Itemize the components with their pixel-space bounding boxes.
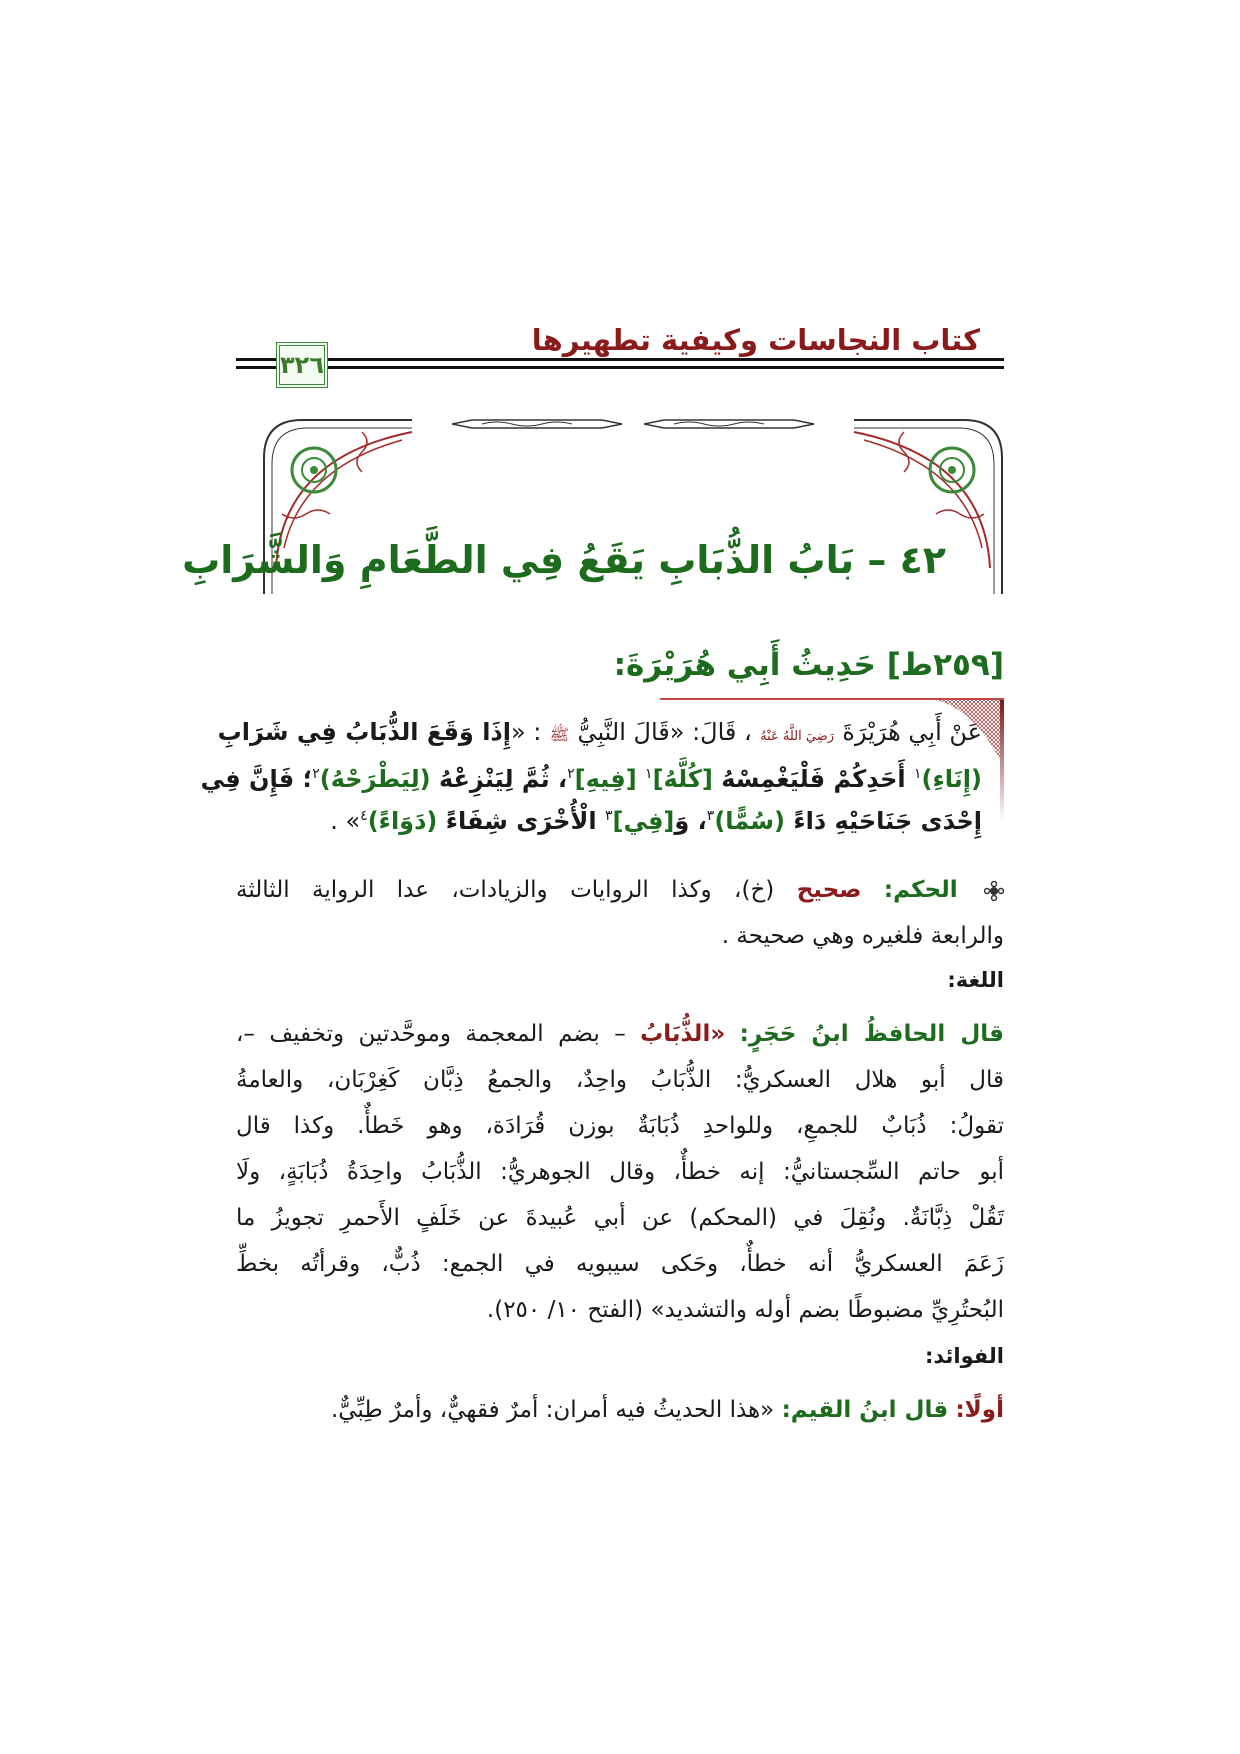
variant-reading: (إِنَاءِ) xyxy=(921,765,982,793)
ruling-verdict: صحيح xyxy=(796,877,862,903)
flower-bullet-icon xyxy=(984,881,1004,901)
language-line-5: تَقُلْ ذِبَّانَةٌ. ونُقِلَ في (المحكم) عن أبي عُبيدةَ عن خَلَفٍ الأَحمرِ تجويزُ ما xyxy=(236,1205,1004,1231)
speaker-name: قال الحافظُ ابنُ حَجَرٍ: xyxy=(739,1021,1004,1047)
hadith-text: إِحْدَى جَنَاحَيْهِ دَاءً xyxy=(793,807,982,835)
running-header-title: كتاب النجاسات وكيفية تطهيرها xyxy=(531,323,980,357)
honorific: ﷺ xyxy=(549,725,570,744)
variant-reading: [فِي] xyxy=(612,807,675,835)
hadith-text: ، ثُمَّ لِيَنْزِعْهُ xyxy=(438,765,568,793)
glossed-word: «الذُّبَابُ xyxy=(640,1021,726,1047)
hadith-text: : « xyxy=(510,718,542,746)
header-rule xyxy=(236,366,276,369)
footnote-marker: ٣ xyxy=(604,808,613,824)
ruling-line-1 xyxy=(236,868,1004,912)
ruling-line-2: والرابعة فلغيره وهي صحيحة . xyxy=(721,923,1004,949)
header-rule xyxy=(328,358,1004,361)
benefits-section-label: الفوائد: xyxy=(925,1344,1004,1368)
hadith-text: » . xyxy=(330,807,361,835)
language-line-6: زَعَمَ العسكريُّ أنه خطأٌ، وحَكى سيبويه في الجمع: ذُبٌّ، وقرأتُه بخطِّ xyxy=(236,1251,1004,1277)
language-line-7: البُحتُرِيِّ مضبوطًا بضم أوله والتشديد» (الفتح ١٠/ ٢٥٠). xyxy=(486,1297,1004,1323)
hadith-text: ، قَالَ: «قَالَ النَّبِيُّ xyxy=(577,718,752,746)
hadith-text-line-1 xyxy=(217,712,982,752)
language-section-label: اللغة: xyxy=(947,968,1004,992)
header-rule xyxy=(328,366,1004,369)
ordinal-marker: أولًا: xyxy=(955,1397,1004,1423)
hadith-text: ، وَ xyxy=(674,807,707,835)
hadith-text: أَحَدِكُمْ فَلْيَغْمِسْهُ xyxy=(721,765,906,793)
language-line-3: تقولُ: ذُبَابٌ للجمعِ، وللواحدِ ذُبَابَةٌ بوزن قُرَادَة، وهو خَطأٌ. وكذا قال xyxy=(236,1113,1004,1139)
variant-reading: (سُمًّا) xyxy=(714,807,785,835)
variant-reading: [كُلَّهُ] xyxy=(652,765,713,793)
language-line-2: قال أبو هلال العسكريُّ: الذُّبَابُ واحِدٌ، والجمعُ ذِبَّان كَغِرْبَان، والعامةُ xyxy=(236,1067,1004,1093)
variant-reading: [فِيهِ] xyxy=(574,765,637,793)
footnote-marker: ٤ xyxy=(360,808,368,824)
footnote-marker: ١ xyxy=(914,766,922,782)
hadith-heading: [٢٥٩ط] حَدِيثُ أَبِي هُرَيْرَةَ: xyxy=(613,647,1004,683)
page-number: ٣٢٦ xyxy=(280,351,324,379)
footnote-marker: ٣ xyxy=(706,808,715,824)
chapter-title: ٤٢ – بَابُ الذُّبَابِ يَقَعُ فِي الطَّعَامِ وَالشَّرَابِ xyxy=(182,538,946,582)
footnote-marker: ٢ xyxy=(312,766,320,782)
hadith-text-line-2 xyxy=(200,754,982,794)
honorific: رَضِيَ اللَّهُ عَنْهُ xyxy=(760,729,835,744)
hadith-text-line-3 xyxy=(240,796,982,836)
language-line-1 xyxy=(236,1012,1004,1056)
variant-reading: (لِيَطْرَحْهُ) xyxy=(319,765,431,793)
ruling-text: (خ)، وكذا الروايات والزيادات، عدا الرواية الثالثة xyxy=(236,877,775,903)
footnote-marker: ١ xyxy=(645,766,653,782)
hadith-text: إِذَا وَقَعَ الذُّبَابُ فِي شَرَابِ xyxy=(217,718,511,746)
header-rule xyxy=(236,358,276,361)
language-text: – بضم المعجمة وموحَّدتين وتخفيف –، xyxy=(236,1021,626,1047)
benefits-text: «هذا الحديثُ فيه أمران: أمرٌ فقهيٌّ، وأمرٌ طِبِّيٌّ. xyxy=(330,1397,775,1423)
hadith-text: الْأُخْرَى شِفَاءً xyxy=(445,807,597,835)
footnote-marker: ٢ xyxy=(567,766,575,782)
language-line-4: أبو حاتم السِّجستانيُّ: إنه خطأٌ، وقال الجوهريُّ: الذُّبَابُ واحِدَةُ ذُبَابَةٍ، ولَا xyxy=(236,1159,1004,1185)
hadith-text: ؛ فَإِنَّ فِي xyxy=(200,765,313,793)
quote-side-bar xyxy=(1000,700,1004,822)
hadith-text: عَنْ أَبِي هُرَيْرَةَ xyxy=(842,718,982,746)
benefits-line-1 xyxy=(236,1388,1004,1432)
speaker-name: قال ابنُ القيم: xyxy=(781,1397,949,1423)
variant-reading: (دَوَاءً) xyxy=(367,807,438,835)
top-cartouche-ornament xyxy=(452,420,814,428)
ruling-label: الحكم: xyxy=(883,877,958,903)
